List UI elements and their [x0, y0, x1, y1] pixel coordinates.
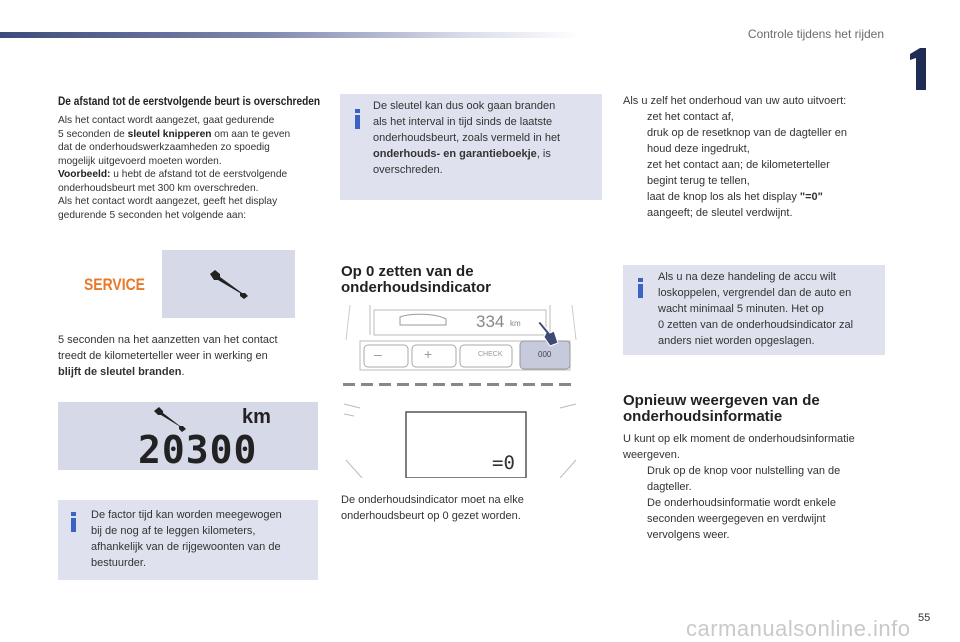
dash-button-check: CHECK	[478, 351, 503, 358]
dash-button-reset: 000	[538, 350, 552, 359]
service-display-image	[58, 250, 295, 318]
after-5-seconds-text: 5 seconden na het aanzetten van het contact treedt de kilometerteller weer in werking en blijft de sleutel branden.	[58, 334, 278, 378]
heading-reset-indicator: Op 0 zetten van de onderhoudsindicator	[341, 263, 491, 296]
dash-km-value: 334	[476, 312, 505, 331]
dash-button-plus: +	[424, 346, 433, 362]
info-icon	[355, 109, 360, 124]
overdue-paragraph: Als het contact wordt aangezet, gaat gedurende 5 seconden de sleutel knipperen om aan te geven dat de onderhoudswerkzaamheden zo spoedig mogelijk uitgevoerd moeten worden. Voorbeeld: u hebt de afstand tot de eerstvolgende onderhoudsbeurt met 300 km overschreden. Als het contact wordt aangezet, geeft het display gedurende 5 seconden het volgende aan:	[58, 115, 291, 221]
self-service-steps: Als u zelf het onderhoud van uw auto uitvoert: zet het contact af, druk op de resetknop van de dagteller en houd deze ingedrukt, zet het contact aan; de kilometerteller begint terug te tellen, laat de knop los als het display "=0" aangeeft; de sleutel verdwijnt.	[623, 93, 885, 221]
page-number: 55	[918, 612, 931, 624]
display-illustration	[340, 400, 580, 478]
info-icon	[71, 512, 76, 527]
dash-km-unit: km	[510, 319, 521, 328]
reset-caption: De onderhoudsindicator moet na elke onderhoudsbeurt op 0 gezet worden.	[341, 494, 524, 522]
info-icon	[638, 278, 643, 293]
odometer-display-image	[58, 402, 318, 470]
display-zero-value: =0	[492, 452, 515, 474]
step-item: druk op de resetknop van de dagteller en houd deze ingedrukt,	[647, 127, 847, 155]
page-header-title: Controle tijdens het rijden	[747, 27, 884, 41]
dashboard-illustration	[340, 305, 580, 380]
section-heading-overdue: De afstand tot de eerstvolgende beurt is overschreden	[58, 96, 321, 108]
chapter-number	[906, 48, 928, 90]
odometer-value: 20300	[138, 428, 258, 472]
service-label: SERVICE	[84, 275, 145, 294]
info-box-battery: Als u na deze handeling de accu wilt loskoppelen, vergrendel dan de auto en wacht minimaal 5 minuten. Het op 0 zetten van de onderhoudsindicator zal anders niet worden opgeslagen.	[623, 265, 885, 355]
redisplay-text: U kunt op elk moment de onderhoudsinformatie weergeven. Druk op de knop voor nulstelling van de dagteller. De onderhoudsinformatie wordt enkele seconden weergegeven en verdwijnt vervolgens weer.	[623, 431, 885, 543]
header-bar	[0, 32, 580, 38]
wrench-icon	[206, 268, 250, 300]
watermark: carmanualsonline.info	[686, 616, 911, 641]
heading-redisplay: Opnieuw weergeven van de onderhoudsinformatie	[623, 392, 820, 425]
step-item: zet het contact af,	[647, 111, 734, 123]
info-box-time-interval: De sleutel kan dus ook gaan branden als het interval in tijd sinds de laatste onderhoudsbeurt, zoals vermeld in het onderhouds- en garantieboekje, is overschreden.	[340, 94, 602, 200]
step-item: Druk op de knop voor nulstelling van de dagteller. De onderhoudsinformatie wordt enkele seconden weergegeven en verdwijnt vervolgens weer.	[647, 465, 841, 541]
odometer-unit: km	[242, 406, 271, 428]
pointing-hand-icon	[536, 319, 560, 347]
info-box-time-factor: De factor tijd kan worden meegewogen bij de nog af te leggen kilometers, afhankelijk van de rijgewoonten van de bestuurder.	[58, 500, 318, 580]
step-item: laat de knop los als het display "=0" aangeeft; de sleutel verdwijnt.	[647, 191, 823, 219]
step-item: zet het contact aan; de kilometerteller begint terug te tellen,	[647, 159, 830, 187]
dash-button-minus: –	[374, 346, 382, 362]
dashed-separator	[343, 383, 575, 386]
